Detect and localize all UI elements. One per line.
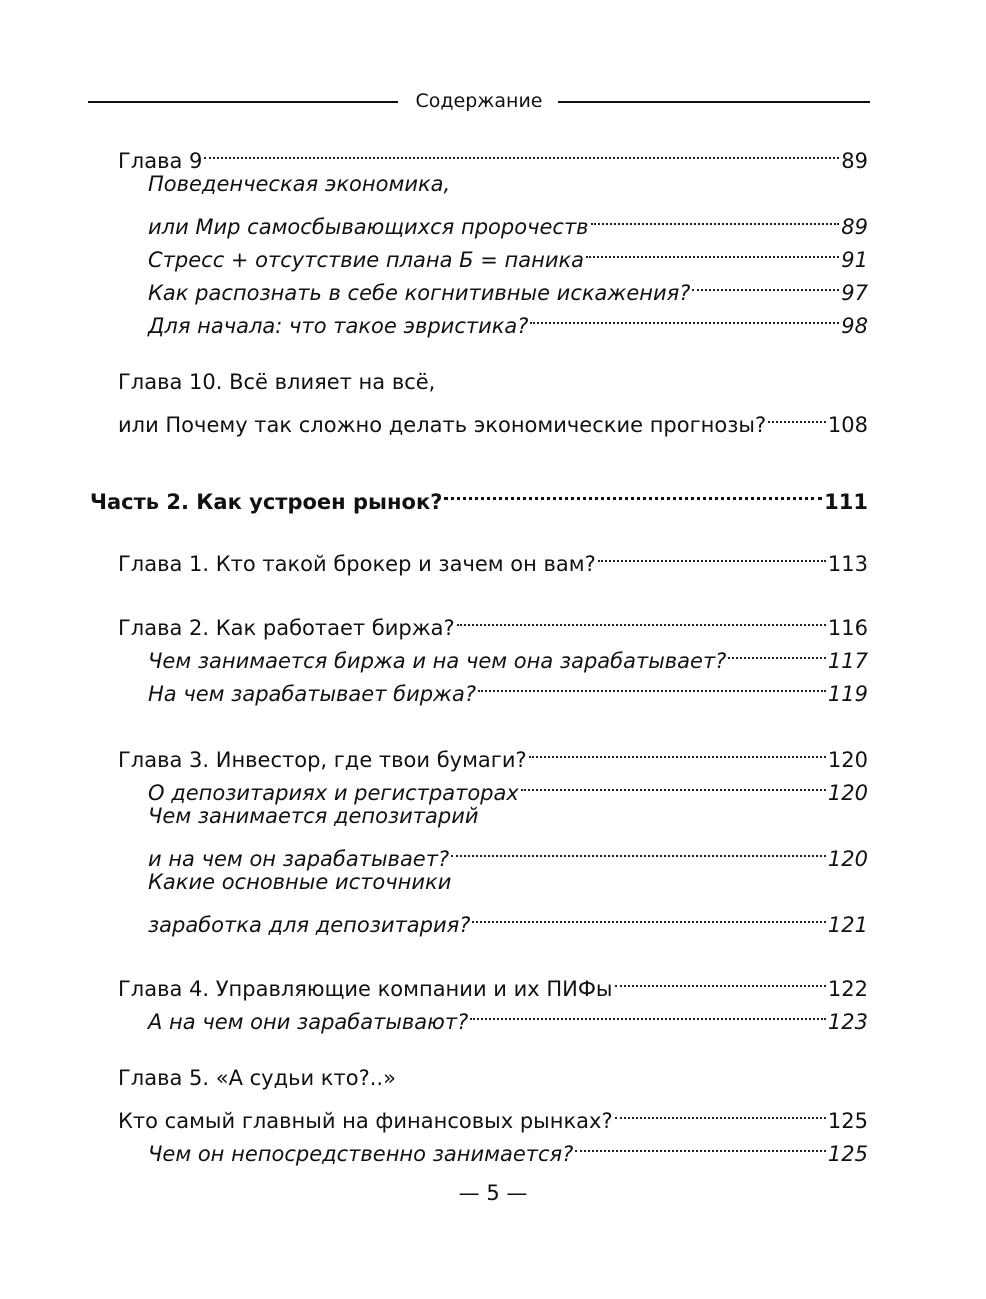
- toc-entry-page: 117: [827, 649, 868, 673]
- toc-entry-title: или Мир самосбывающихся пророчеств: [148, 215, 589, 239]
- dot-leader: [728, 635, 826, 668]
- dot-leader: [444, 476, 822, 509]
- toc-entry-page: 125: [827, 1109, 868, 1133]
- toc-entry-title-line: [148, 866, 868, 899]
- dot-leader: [615, 963, 826, 996]
- toc-entry-title: Кто самый главный на финансовых рынках?: [118, 1109, 613, 1133]
- toc-entry-section[interactable]: [148, 300, 868, 338]
- toc-entry-title: Какие основные источники: [148, 870, 452, 894]
- toc-entry-chapter-9[interactable]: [118, 135, 868, 173]
- toc-entry-page: 119: [827, 682, 868, 706]
- toc-entry-chapter-2[interactable]: [118, 602, 868, 640]
- header-title: Содержание: [415, 90, 543, 112]
- toc-entry-section[interactable]: [148, 833, 868, 871]
- toc-entry-title: Для начала: что такое эвристика?: [148, 314, 529, 338]
- toc-entry-page: 120: [827, 781, 868, 805]
- dot-leader: [530, 300, 839, 333]
- dot-leader: [204, 135, 839, 168]
- running-header: [88, 88, 870, 114]
- toc-entry-page: 121: [827, 913, 868, 937]
- dot-leader: [529, 734, 826, 767]
- page-number: — 5 —: [458, 1181, 528, 1205]
- toc-entry-chapter-4[interactable]: [118, 963, 868, 1001]
- toc-entry-page: 97: [841, 281, 868, 305]
- toc-entry-page: 116: [827, 616, 868, 640]
- toc-entry-title: Глава 4. Управляющие компании и их ПИФы: [118, 977, 613, 1001]
- toc-entry-section[interactable]: [148, 1128, 868, 1166]
- toc-entry-page: 111: [824, 490, 868, 514]
- toc-entry-chapter-1[interactable]: [118, 538, 868, 576]
- dot-leader: [598, 538, 826, 571]
- toc-entry-section[interactable]: [148, 267, 868, 305]
- toc-entry-title: О депозитариях и регистраторах: [148, 781, 519, 805]
- dot-leader: [457, 602, 826, 635]
- toc-entry-title: Чем он непосредственно занимается?: [148, 1142, 574, 1166]
- toc-entry-chapter-3[interactable]: [118, 734, 868, 772]
- toc-entry-page: 120: [827, 748, 868, 772]
- toc-entry-title-line: [148, 168, 868, 201]
- dot-leader: [521, 767, 826, 800]
- toc-entry-title-line: [118, 366, 868, 399]
- toc-entry-page: 122: [827, 977, 868, 1001]
- toc-entry-chapter-10[interactable]: [118, 399, 868, 437]
- toc-entry-page: 108: [827, 413, 868, 437]
- toc-entry-title: А на чем они зарабатывают?: [148, 1010, 469, 1034]
- toc-entry-page: 91: [841, 248, 868, 272]
- toc-entry-section[interactable]: [148, 234, 868, 272]
- toc-entry-title: Поведенческая экономика,: [148, 172, 451, 196]
- dot-leader: [478, 668, 826, 701]
- toc-entry-title: Глава 2. Как работает биржа?: [118, 616, 455, 640]
- dot-leader: [575, 1128, 826, 1161]
- toc-entry-chapter-5[interactable]: [118, 1095, 868, 1133]
- toc-entry-part-2[interactable]: [90, 476, 868, 514]
- toc-entry-page: 98: [841, 314, 868, 338]
- dot-leader: [591, 201, 840, 234]
- dot-leader: [586, 234, 839, 267]
- toc-entry-title: Как распознать в себе когнитивные искажения?: [148, 281, 691, 305]
- toc-entry-title-line: [148, 800, 868, 833]
- toc-entry-title-line: [118, 1062, 868, 1095]
- toc-entry-title: Глава 10. Всё влияет на всё,: [118, 370, 436, 394]
- toc-entry-title: Чем занимается биржа и на чем она зарабатывает?: [148, 649, 727, 673]
- toc-entry-title: и на чем он зарабатывает?: [148, 847, 450, 871]
- toc-entry-title: или Почему так сложно делать экономические прогнозы?: [118, 413, 767, 437]
- toc-entry-title: Глава 9: [118, 149, 203, 173]
- dot-leader: [451, 833, 826, 866]
- toc-entry-page: 89: [841, 149, 868, 173]
- toc-entry-section[interactable]: [148, 635, 868, 673]
- toc-entry-title: На чем зарабатывает биржа?: [148, 682, 476, 706]
- toc-entry-page: 113: [827, 552, 868, 576]
- toc-entry-section[interactable]: [148, 996, 868, 1034]
- dot-leader: [768, 399, 826, 432]
- toc-entry-title: заработка для депозитария?: [148, 913, 471, 937]
- dot-leader: [470, 996, 826, 1029]
- toc-entry-title: Часть 2. Как устроен рынок?: [90, 490, 443, 514]
- toc-entry-title: Глава 1. Кто такой брокер и зачем он вам?: [118, 552, 596, 576]
- toc-entry-section[interactable]: [148, 668, 868, 706]
- header-rule-right: [558, 101, 870, 103]
- dot-leader: [615, 1095, 826, 1128]
- toc-entry-page: 89: [841, 215, 868, 239]
- toc-entry-title: Чем занимается депозитарий: [148, 804, 479, 828]
- toc-entry-title: Стресс + отсутствие плана Б = паника: [148, 248, 585, 272]
- dot-leader: [472, 899, 825, 932]
- toc-entry-page: 125: [827, 1142, 868, 1166]
- toc-entry-section[interactable]: [148, 201, 868, 239]
- toc-entry-title: Глава 3. Инвестор, где твои бумаги?: [118, 748, 527, 772]
- dot-leader: [692, 267, 839, 300]
- toc-entry-section[interactable]: [148, 899, 868, 937]
- toc-entry-page: 123: [827, 1010, 868, 1034]
- toc-entry-section[interactable]: [148, 767, 868, 805]
- toc-entry-title: Глава 5. «А судьи кто?..»: [118, 1066, 396, 1090]
- toc-entry-page: 120: [827, 847, 868, 871]
